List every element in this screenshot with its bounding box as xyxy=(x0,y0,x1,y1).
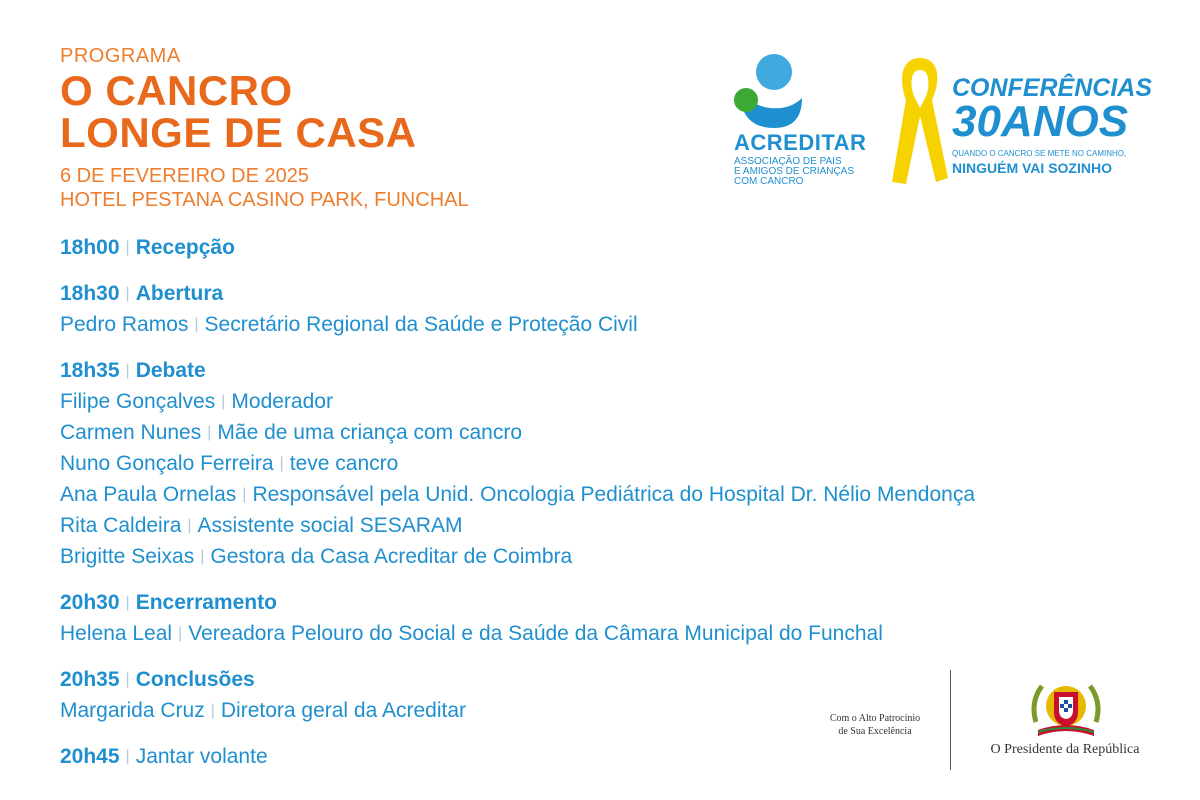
session-title: Recepção xyxy=(135,236,235,259)
speaker-row xyxy=(60,417,1160,448)
acreditar-name: ACREDITAR xyxy=(734,130,867,155)
event-title-line1: O CANCRO xyxy=(60,67,293,114)
separator: | xyxy=(125,748,130,765)
patronage-block xyxy=(800,668,1160,772)
event-date: 6 DE FEVEREIRO DE 2025 xyxy=(60,165,309,187)
speaker-role: Diretora geral da Acreditar xyxy=(220,699,466,722)
coat-of-arms-icon xyxy=(1028,676,1104,740)
session-time: 20h35 xyxy=(60,668,120,691)
conf-line1: CONFERÊNCIAS xyxy=(952,74,1153,102)
speaker-row xyxy=(60,541,1160,572)
conf-line2: 30ANOS xyxy=(952,97,1129,146)
speaker-row xyxy=(60,309,1160,340)
speaker-row xyxy=(60,618,1160,649)
separator: | xyxy=(125,594,130,611)
separator: | xyxy=(125,285,130,302)
session-time: 18h35 xyxy=(60,359,120,382)
session-header xyxy=(60,587,1160,618)
logos-area xyxy=(730,50,1153,200)
yellow-ribbon-icon xyxy=(888,54,952,186)
acreditar-logo xyxy=(730,50,890,200)
session-18h00 xyxy=(60,232,1160,263)
acreditar-sub-line2: E AMIGOS DE CRIANÇAS xyxy=(734,166,855,177)
session-title: Debate xyxy=(135,359,206,382)
acreditar-subtitle xyxy=(734,157,884,187)
program-label: PROGRAMA xyxy=(60,45,181,67)
patronage-line1: Com o Alto Patrocínio xyxy=(829,713,921,724)
separator: | xyxy=(279,455,284,472)
speaker-role: Secretário Regional da Saúde e Proteção Civil xyxy=(204,313,638,336)
session-18h30 xyxy=(60,278,1160,340)
conferencias-logo xyxy=(952,74,1153,176)
session-time: 20h45 xyxy=(60,745,120,768)
separator: | xyxy=(221,393,226,410)
speaker-name: Carmen Nunes xyxy=(60,421,202,444)
speaker-name: Filipe Gonçalves xyxy=(60,390,216,413)
speaker-name: Nuno Gonçalo Ferreira xyxy=(60,452,274,475)
separator: | xyxy=(187,517,192,534)
speaker-row xyxy=(60,448,1160,479)
speaker-role: Assistente social SESARAM xyxy=(197,514,463,537)
session-20h30 xyxy=(60,587,1160,649)
speaker-name: Ana Paula Ornelas xyxy=(60,483,237,506)
speaker-name: Margarida Cruz xyxy=(60,699,205,722)
program-header xyxy=(60,44,469,212)
patronage-line2: de Sua Excelência xyxy=(838,726,912,737)
session-time: 18h00 xyxy=(60,236,120,259)
speaker-role: Moderador xyxy=(231,390,333,413)
session-header xyxy=(60,232,1160,263)
separator: | xyxy=(125,671,130,688)
speaker-role: teve cancro xyxy=(289,452,399,475)
session-title: Conclusões xyxy=(135,668,255,691)
patronage-text xyxy=(800,712,950,738)
speaker-role: Mãe de uma criança com cancro xyxy=(217,421,523,444)
speaker-name: Rita Caldeira xyxy=(60,514,182,537)
session-header xyxy=(60,278,1160,309)
speaker-row xyxy=(60,510,1160,541)
conf-tagline2: NINGUÉM VAI SOZINHO xyxy=(952,160,1112,176)
session-title: Encerramento xyxy=(135,591,277,614)
session-time: 20h30 xyxy=(60,591,120,614)
separator: | xyxy=(207,424,212,441)
speaker-row xyxy=(60,479,1160,510)
acreditar-sub-line1: ASSOCIAÇÃO DE PAIS xyxy=(734,156,842,167)
conf-tagline1: QUANDO O CANCRO SE METE NO CAMINHO, xyxy=(952,149,1127,158)
speaker-name: Pedro Ramos xyxy=(60,313,189,336)
separator: | xyxy=(200,548,205,565)
speaker-row xyxy=(60,386,1160,417)
separator: | xyxy=(125,239,130,256)
acreditar-sub-line3: COM CANCRO xyxy=(734,176,804,187)
speaker-name: Helena Leal xyxy=(60,622,173,645)
session-header xyxy=(60,355,1160,386)
speaker-role: Responsável pela Unid. Oncologia Pediátrica do Hospital Dr. Nélio Mendonça xyxy=(252,483,976,506)
speaker-name: Brigitte Seixas xyxy=(60,545,195,568)
session-title: Jantar volante xyxy=(135,745,268,768)
separator: | xyxy=(178,625,183,642)
session-time: 18h30 xyxy=(60,282,120,305)
speaker-role: Gestora da Casa Acreditar de Coimbra xyxy=(210,545,573,568)
separator: | xyxy=(125,362,130,379)
event-venue: HOTEL PESTANA CASINO PARK, FUNCHAL xyxy=(60,189,469,211)
event-title xyxy=(60,67,469,156)
session-18h35 xyxy=(60,355,1160,572)
session-title: Abertura xyxy=(135,282,224,305)
acreditar-mark-icon xyxy=(730,50,810,130)
separator: | xyxy=(210,702,215,719)
patronage-divider xyxy=(950,670,951,770)
event-title-line2: LONGE DE CASA xyxy=(60,109,417,156)
president-label: O Presidente da República xyxy=(990,742,1140,757)
separator: | xyxy=(194,316,199,333)
separator: | xyxy=(242,486,247,503)
speaker-role: Vereadora Pelouro do Social e da Saúde da Câmara Municipal do Funchal xyxy=(188,622,883,645)
